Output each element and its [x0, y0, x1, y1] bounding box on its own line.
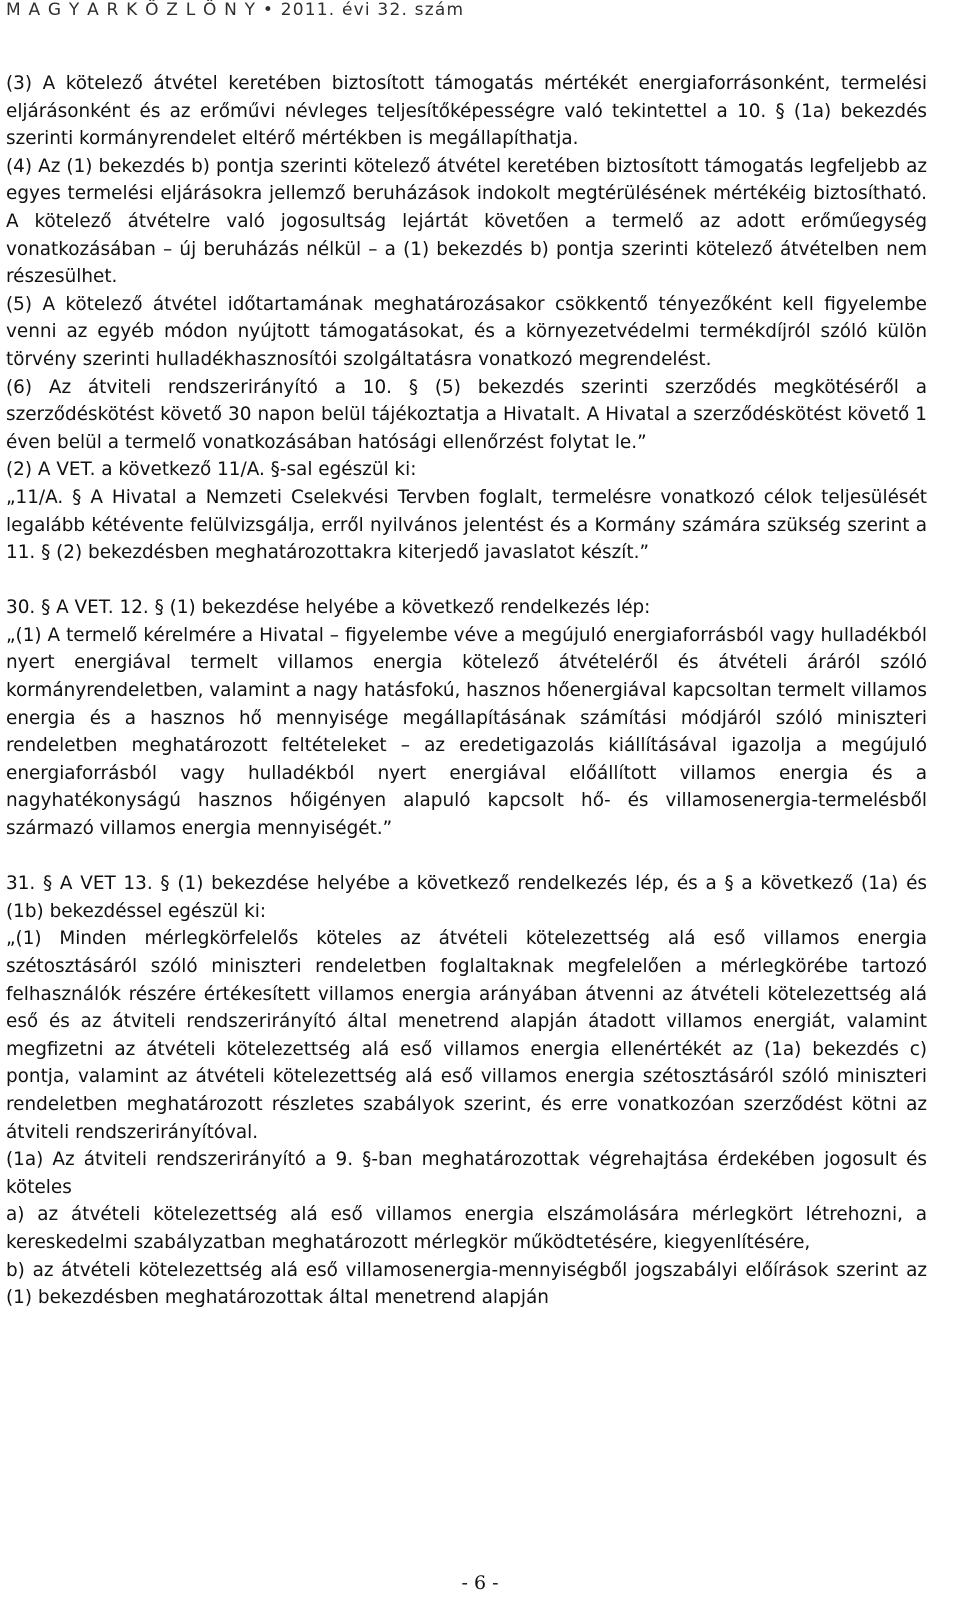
- section-30-heading: 30. § A VET. 12. § (1) bekezdése helyébe a következő rendelkezés lép:: [6, 597, 651, 619]
- point-a-text: a) az átvételi kötelezettség alá eső villamos energia elszámolására mérlegkört létrehozni, a kereskedelmi szabályzatban meghatározott mérlegkör működtetésére, kiegyenlítésére,: [6, 1204, 927, 1253]
- document-body: [6, 70, 927, 1312]
- paragraph-4: (4) Az (1) bekezdés b) pontja szerinti kötelező átvétel keretében biztosított támogatás legfeljebb az egyes termelési eljárásokra jellemző beruházások indokolt megtérülésének mértékéig biztosítható. A kötelező átvételre való jogosultság lejártát követően a termelő az adott erőműegység vonatkozásában – új beruházás nélkül – a (1) bekezdés b) pontja szerinti kötelező átvételben nem részesülhet.: [6, 155, 927, 288]
- paragraph-3: (3) A kötelező átvétel keretében biztosított támogatás mértékét energiaforrásonként, termelési eljárásonként és az erőművi névleges teljesítőképességre való tekintettel a 10. § (1a) bekezdés szerinti kormányrendelet eltérő mértékben is megállapíthatja.: [6, 73, 927, 150]
- section-11a-text: „11/A. § A Hivatal a Nemzeti Cselekvési Tervben foglalt, termelésre vonatkozó célok teljesülését legalább kétévente felülvizsgálja, erről nyilvános jelentést és a Kormány számára szükség szerint a 11. § (2) bekezdésben meghatározottakra kiterjedő javaslatot készít.”: [6, 486, 927, 564]
- running-head: M A G Y A R K Ö Z L Ö N Y • 2011. évi 32. szám: [6, 0, 465, 20]
- page-number: - 6 -: [461, 1572, 499, 1594]
- section-13-1-text: „(1) Minden mérlegkörfelelős köteles az átvételi kötelezettség alá eső villamos energia szétosztásáról szóló miniszteri rendeletben foglaltaknak megfelelően a mérlegkörébe tartozó felhasználók részére értékesített villamos energia arányában átvenni az átvételi kötelezettség alá eső és az átviteli rendszerirányító által menetrend alapján átadott villamos energiát, valamint megfizetni az átvételi kötelezettség alá eső villamos energia ellenértékét az (1a) bekezdés c) pontja, valamint az átvételi kötelezettség alá eső villamos energia szétosztásáról szóló miniszteri rendeletben meghatározott részletes szabályok szerint, és erre vonatkozóan szerződést kötni az átviteli rendszerirányítóval.: [6, 928, 927, 1143]
- paragraph-gap: [6, 843, 927, 871]
- point-b-text: b) az átvételi kötelezettség alá eső villamosenergia-mennyiségből jogszabályi előírások szerint az (1) bekezdésben meghatározottak által menetrend alapján: [6, 1259, 927, 1309]
- section-12-1-text: „(1) A termelő kérelmére a Hivatal – figyelembe véve a megújuló energiaforrásból vagy hulladékból nyert energiával termelt villamos energia kötelező átvételéről és átvételi áráról szóló kormányrendeletben, valamint a nagy hatásfokú, hasznos hőenergiával kapcsoltan termelt villamos energia és a hasznos hő mennyisége megállapításának számítási módjáról szóló miniszteri rendeletben meghatározott feltételeket – az eredetigazolás kiállításával igazolja a megújuló energiaforrásból vagy hulladékból nyert energiával előállított villamos energia és a nagyhatékonyságú hasznos hőigényen alapuló kapcsolt hő- és villamosenergia-termelésből származó villamos energia mennyiségét.”: [6, 624, 927, 840]
- section-31-heading: 31. § A VET 13. § (1) bekezdése helyébe a következő rendelkezés lép, és a § a következő (1a) és (1b) bekezdéssel egészül ki:: [6, 873, 927, 922]
- paragraph-5: (5) A kötelező átvétel időtartamának meghatározásakor csökkentő tényezőként kell figyelembe venni az egyéb módon nyújtott támogatásokat, és a környezetvédelmi termékdíjról szóló külön törvény szerinti hulladékhasznosítói szolgáltatásra vonatkozó megrendelést.: [6, 293, 927, 370]
- paragraph-gap: [6, 567, 927, 595]
- paragraph-6: (6) Az átviteli rendszerirányító a 10. § (5) bekezdés szerinti szerződés megkötéséről a szerződéskötést követő 30 napon belül tájékoztatja a Hivatalt. A Hivatal a szerződéskötést követő 1 éven belül a termelő vonatkozásában hatósági ellenőrzést folytat le.”: [6, 376, 927, 453]
- amendment-intro-11a: (2) A VET. a következő 11/A. §-sal egészül ki:: [6, 459, 417, 481]
- section-13-1a-text: (1a) Az átviteli rendszerirányító a 9. §-ban meghatározottak végrehajtása érdekében jogosult és köteles: [6, 1149, 927, 1198]
